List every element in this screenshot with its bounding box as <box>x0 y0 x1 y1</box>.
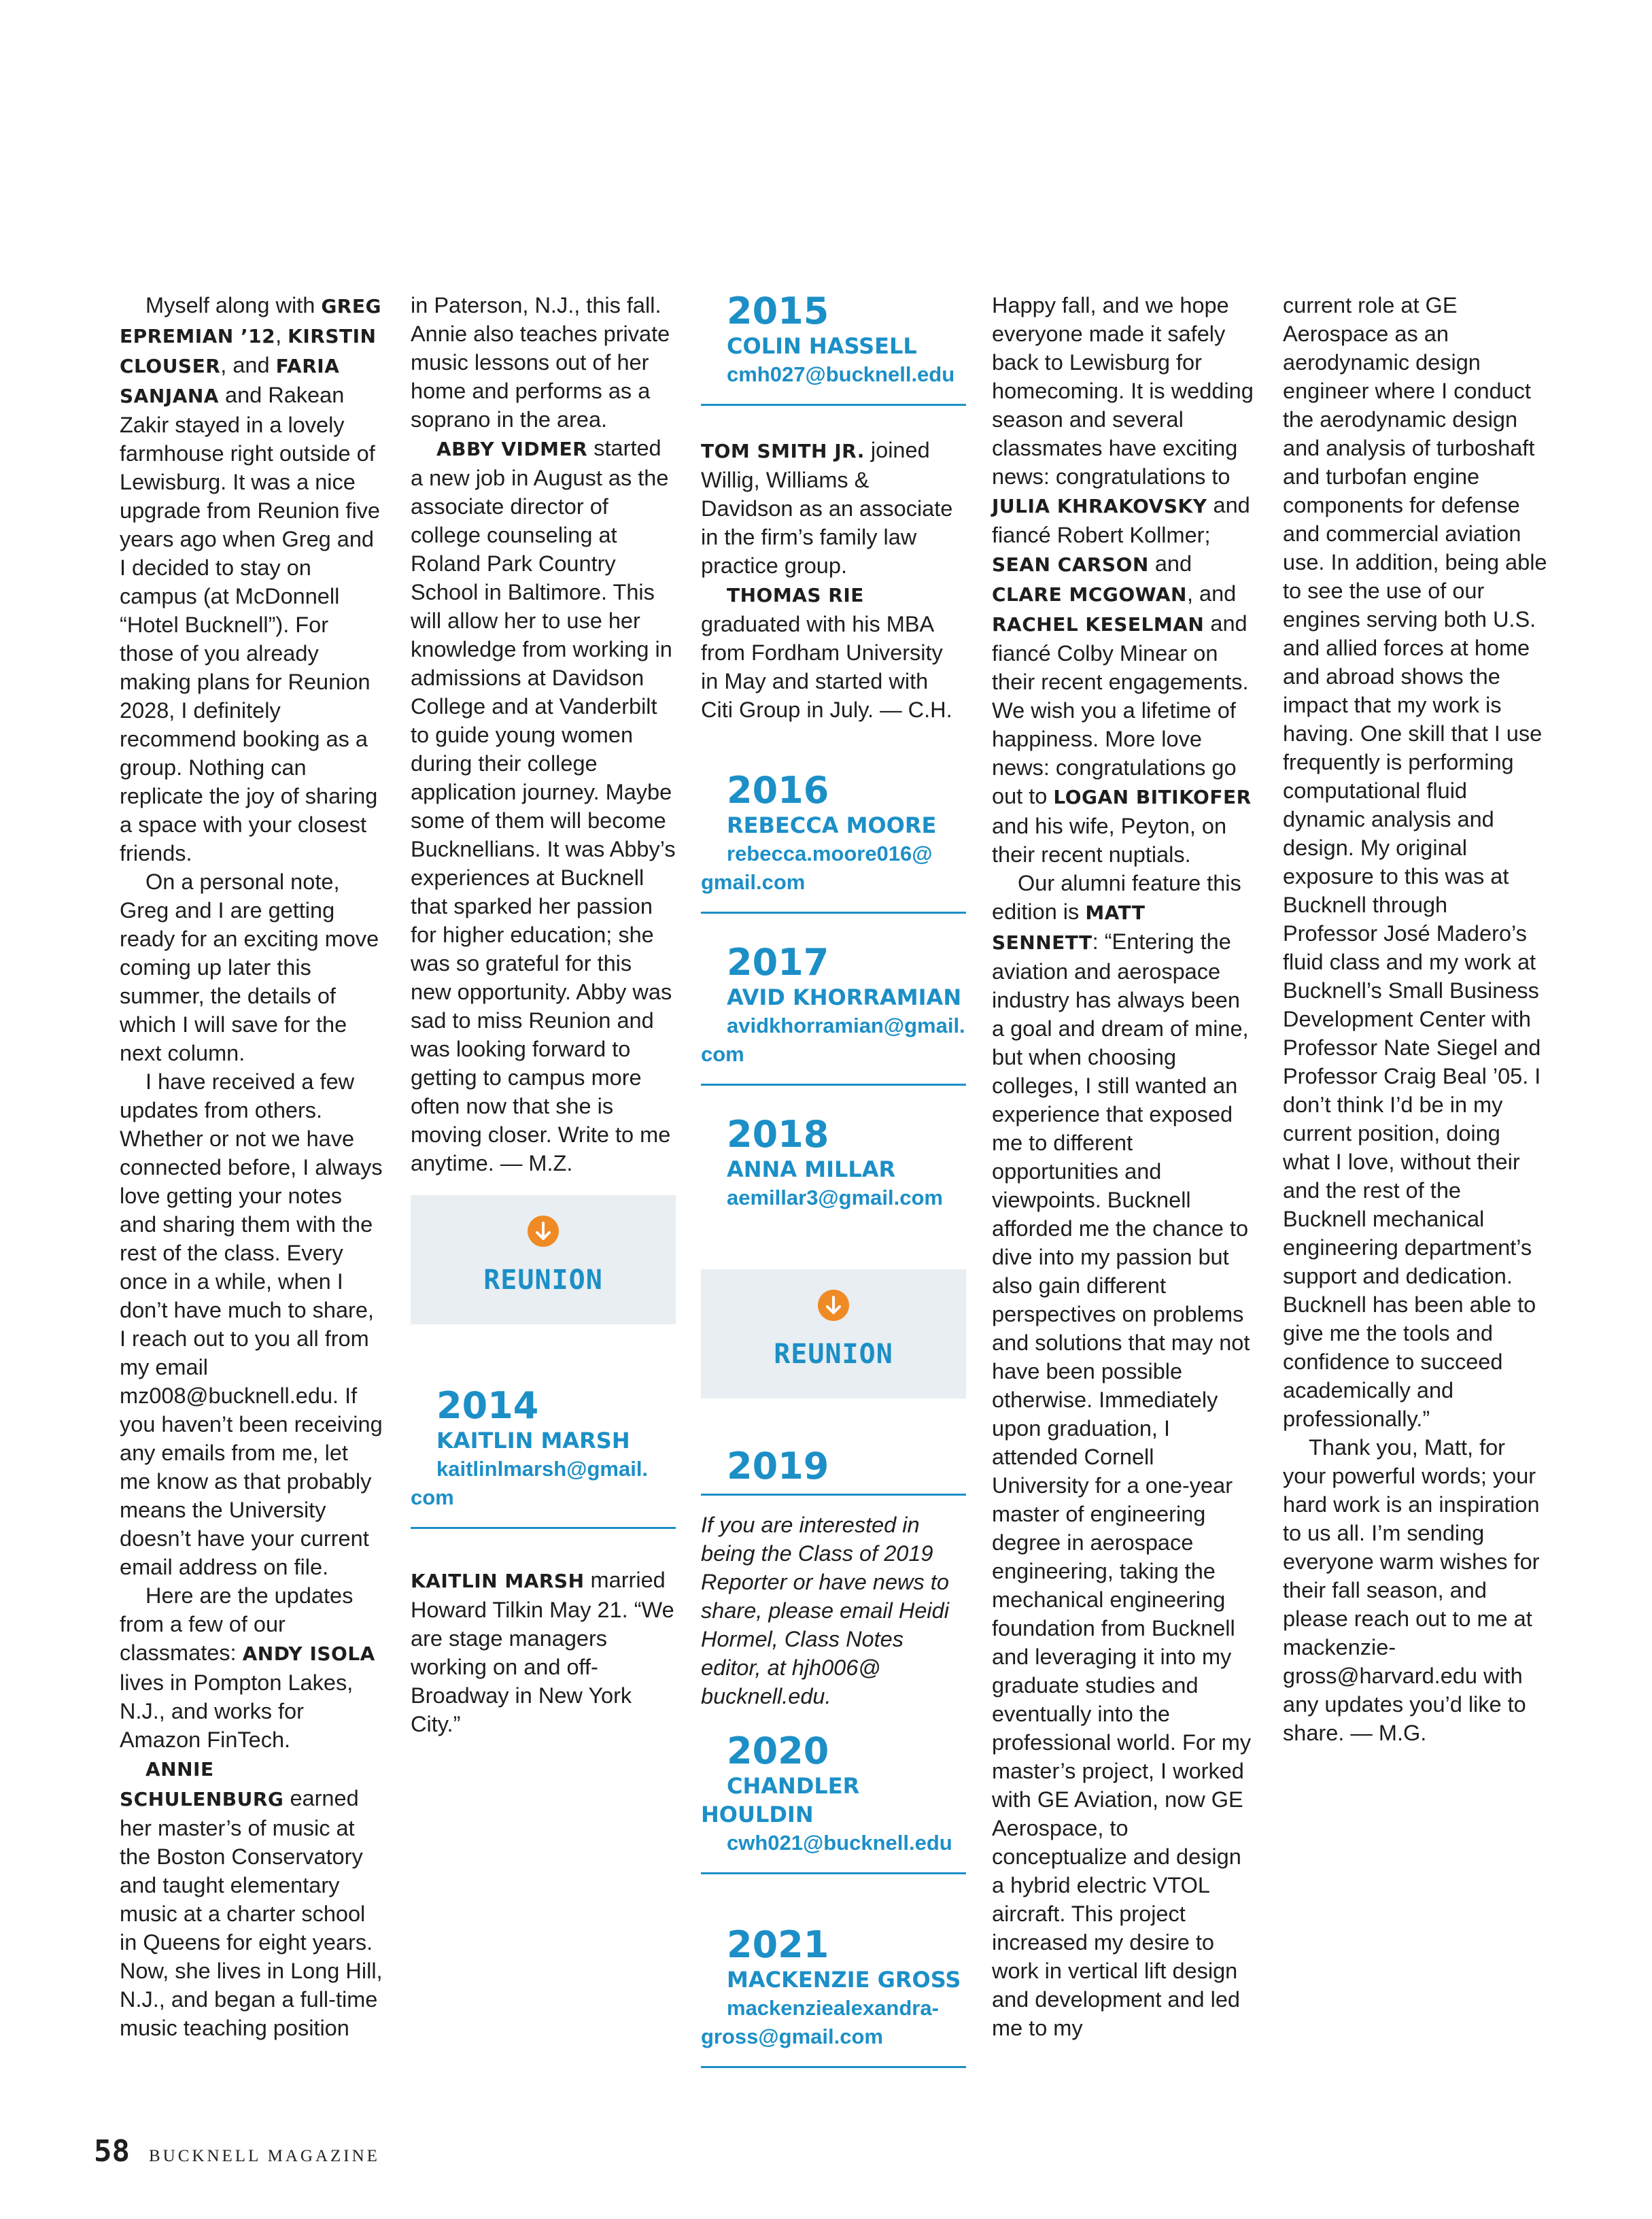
person-name: GREG EPREMIAN ’12 <box>120 295 381 347</box>
paragraph: ABBY VIDMER started a new job in August as the associate director of college counseling at Roland Park Country School in Baltimore. This will allow her to use her knowledge from working in admissions at Davidson College and at Vanderbilt to guide young women during their college application journey. Maybe some of them will become Bucknellians. It was Abby’s experiences at Bucknell that sparked her passion for higher education; she was so grateful for this new opportunity. Abby was sad to miss Reunion and was looking forward to getting to campus more often now that she is moving closer. Write to me anytime. — M.Z. <box>411 436 676 1175</box>
class-year: 2019 <box>727 1445 829 1487</box>
column-2 <box>411 291 676 1738</box>
class-year: 2018 <box>727 1113 829 1156</box>
class-year: 2014 <box>436 1384 539 1427</box>
person-name: JULIA KHRAKOVSKY <box>992 495 1207 517</box>
reporter-email: avidkhorramian@gmail. com <box>701 1014 965 1066</box>
paragraph: Happy fall, and we hope everyone made it safely back to Lewisburg for homecoming. It is wedding season and several classmates have exciting news: congratulations to JULIA KHRAKOVSKY and fiancé Robert Kollmer; SEAN CARSON and CLARE MCGOWAN, and RACHEL KESELMAN and fiancé Colby Minear on their recent engagements. We wish you a lifetime of happiness. More love news: congratulations go out to LOGAN BITIKOFER and his wife, Peyton, on their recent nuptials. <box>992 293 1254 867</box>
paragraph: current role at GE Aerospace as an aerodynamic design engineer where I conduct the aerodynamic design and analysis of turboshaft and turbofan engine components for defense and commercial aviation use. In addition, being able to see the use of our engines serving both U.S. and allied forces at home and abroad shows the impact that my work is having. One skill that I use frequently is performing computational fluid dynamic analysis and design. My original exposure to this was at Bucknell through Professor José Madero’s fluid class and my work at Bucknell’s Small Business Development Center with Professor Nate Siegel and Professor Craig Beal ’05. I don’t think I’d be in my current position, doing what I love, without their and the rest of the Bucknell mechanical engineering department’s support and dedication. Bucknell has been able to give me the tools and confidence to succeed academically and professionally.” <box>1283 293 1547 1431</box>
class-reporter: KAITLIN MARSH <box>436 1428 630 1453</box>
class-reporter: COLIN HASSELL <box>727 333 917 359</box>
arrow-down-circle-icon <box>818 1290 849 1321</box>
paragraph: Our alumni feature this edition is MATT SENNETT: “Entering the aviation and aerospace industry has always been a goal and dream of mine, but when choosing colleges, I still wanted an experience that exposed me to different opportunities and viewpoints. Bucknell afforded me the chance to dive into my passion but also gain different perspectives on problems and solutions that may not have been possible otherwise. Immediately upon graduation, I attended Cornell University for a one-year master of engineering degree in aerospace engineering, taking the mechanical engineering foundation from Bucknell and leveraging it into my graduate studies and eventually into the professional world. For my master’s project, I worked with GE Aviation, now GE Aerospace, to conceptualize and design a hybrid electric VTOL aircraft. This project increased my desire to work in vertical lift design and development and led me to my <box>992 871 1252 2040</box>
person-name: LOGAN BITIKOFER <box>1053 786 1252 808</box>
paragraph: THOMAS RIE graduated with his MBA from Fordham University in May and started with Citi Group in July. — C.H. <box>701 584 952 722</box>
class-reporter: REBECCA MOORE <box>727 812 937 838</box>
person-name: SEAN CARSON <box>992 553 1149 576</box>
person-name: KAITLIN MARSH <box>411 1570 585 1592</box>
class-reporter: ANNA MILLAR <box>727 1156 896 1182</box>
person-name: CLARE MCGOWAN <box>992 583 1187 606</box>
column-1 <box>120 291 385 2042</box>
reunion-callout <box>701 1269 966 1398</box>
class-reporter: CHANDLER HOULDIN <box>701 1773 860 1827</box>
paragraph: Thank you, Matt, for your powerful words; your hard work is an inspiration to us all. I’m sending everyone warm wishes for their fall season, and please reach out to me at mackenzie-gross@harvard.edu with any updates you’d like to share. — M.G. <box>1283 1435 1540 1745</box>
page-number: 58 <box>94 2134 130 2169</box>
paragraph: ANNIE SCHULENBURG earned her master’s of music at the Boston Conservatory and taught elementary music at a charter school in Queens for eight years. Now, she lives in Long Hill, N.J., and began a full-time music teaching position <box>120 1758 383 2040</box>
column-3 <box>701 291 966 2068</box>
divider <box>701 2066 966 2068</box>
class-reporter: MACKENZIE GROSS <box>727 1967 961 1993</box>
person-name: ANDY ISOLA <box>242 1642 375 1665</box>
paragraph: in Paterson, N.J., this fall. Annie also teaches private music lessons out of her home and performs as a soprano in the area. <box>411 293 670 432</box>
person-name: KIRSTIN CLOUSER <box>120 325 377 377</box>
class-year: 2015 <box>727 290 829 332</box>
person-name: MATT SENNETT <box>992 901 1146 954</box>
reunion-label: REUNION <box>483 1265 603 1296</box>
paragraph: KAITLIN MARSH married Howard Tilkin May 21. “We are stage managers working on and off-Broadway in New York City.” <box>411 1568 674 1736</box>
paragraph: Here are the updates from a few of our classmates: ANDY ISOLA lives in Pompton Lakes, N.J., and works for Amazon FinTech. <box>120 1583 375 1752</box>
person-name: ANNIE SCHULENBURG <box>120 1758 284 1810</box>
class-year: 2020 <box>727 1730 829 1772</box>
class-year: 2021 <box>727 1923 829 1966</box>
class-reporter: AVID KHORRAMIAN <box>727 984 962 1010</box>
person-name: ABBY VIDMER <box>436 438 588 460</box>
paragraph: TOM SMITH JR. joined Willig, Williams & Davidson as an associate in the firm’s family law practice group. <box>701 438 953 578</box>
class-note: If you are interested in being the Class of 2019 Reporter or have news to share, please email Heidi Hormel, Class Notes editor, at hjh006@ bucknell.edu. <box>701 1513 949 1708</box>
paragraph: Myself along with GREG EPREMIAN ’12, KIRSTIN CLOUSER, and FARIA SANJANA and Rakean Zakir stayed in a lovely farmhouse right outside of Lewisburg. It was a nice upgrade from Reunion five years ago when Greg and I decided to stay on campus (at McDonnell “Hotel Bucknell”). For those of you already making plans for Reunion 2028, I definitely recommend booking as a group. Nothing can replicate the joy of sharing a space with your closest friends. <box>120 293 381 865</box>
class-year: 2016 <box>727 769 829 812</box>
person-name: FARIA SANJANA <box>120 355 340 407</box>
reporter-email: cwh021@bucknell.edu <box>727 1831 952 1855</box>
reporter-email: rebecca.moore016@ gmail.com <box>701 842 933 894</box>
reporter-email: cmh027@bucknell.edu <box>727 362 955 386</box>
person-name: THOMAS RIE <box>727 584 864 606</box>
magazine-name: BUCKNELL MAGAZINE <box>148 2147 380 2165</box>
column-4 <box>992 291 1257 2042</box>
column-5 <box>1283 291 1548 1747</box>
reunion-callout <box>411 1195 676 1324</box>
person-name: RACHEL KESELMAN <box>992 613 1205 636</box>
paragraph: On a personal note, Greg and I are getting ready for an exciting move coming up later this summer, the details of which I will save for the next column. <box>120 870 379 1065</box>
reporter-email: aemillar3@gmail.com <box>727 1186 943 1209</box>
reunion-label: REUNION <box>774 1339 893 1370</box>
person-name: TOM SMITH JR. <box>701 440 865 462</box>
page-footer <box>94 2134 380 2169</box>
arrow-down-circle-icon <box>528 1216 559 1247</box>
reporter-email: kaitlinlmarsh@gmail. com <box>411 1457 649 1509</box>
reporter-email: mackenziealexandra- gross@gmail.com <box>701 1996 939 2048</box>
class-year: 2017 <box>727 941 829 984</box>
paragraph: I have received a few updates from others. Whether or not we have connected before, I always love getting your notes and sharing them with the rest of the class. Every once in a while, when I don’t have much to share, I reach out to you all from my email mz008@bucknell.edu. If you haven’t been receiving any emails from me, let me know as that probably means the University doesn’t have your current email address on file. <box>120 1069 383 1579</box>
